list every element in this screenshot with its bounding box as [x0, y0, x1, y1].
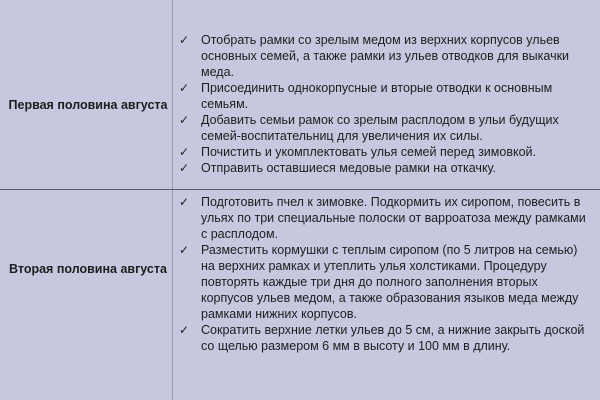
list-item [173, 112, 600, 144]
task-text: Отобрать рамки со зрелым медом из верхних корпусов ульев основных семей, а также рамки из ульев отводков для выкачки меда. [201, 33, 570, 79]
list-item [173, 322, 600, 354]
checkmark-icon: ✓ [179, 113, 190, 127]
list-item [173, 144, 600, 160]
list-item [173, 160, 600, 176]
checkmark-icon: ✓ [179, 161, 190, 175]
table-row [0, 0, 600, 190]
period-cell: Первая половина августа [8, 98, 168, 112]
task-list [173, 190, 600, 400]
list-item [173, 194, 600, 242]
checkmark-icon: ✓ [179, 33, 190, 47]
task-text: Сократить верхние летки ульев до 5 см, а нижние закрыть доской со щелью размером 6 мм в высоту и 100 мм в длину. [201, 323, 585, 353]
checkmark-icon: ✓ [179, 145, 190, 159]
period-cell: Вторая половина августа [9, 262, 167, 276]
task-text: Подготовить пчел к зимовке. Подкормить их сиропом, повесить в ульях по три специальные полоски от варроатоза между рамками с расплодом. [201, 195, 586, 241]
list-item [173, 242, 600, 322]
task-text: Отправить оставшиеся медовые рамки на откачку. [201, 161, 497, 175]
list-item [173, 80, 600, 112]
task-text: Присоединить однокорпусные и вторые отводки к основным семьям. [201, 81, 553, 111]
task-text: Почистить и укомплектовать улья семей перед зимовкой. [201, 145, 536, 159]
task-text: Разместить кормушки с теплым сиропом (по 5 литров на семью) на верхних рамках и утеплить улья холстиками. Процедуру повторять каждые три дня до полного заполнения вторых корпусов ульев медом, а также образования языков меда между рамками нижних корпусов. [201, 243, 579, 321]
task-list [173, 0, 600, 190]
task-text: Добавить семьи рамок со зрелым расплодом в ульи будущих семей-воспитательниц для увеличения их силы. [201, 113, 559, 143]
table-row [0, 190, 600, 400]
checkmark-icon: ✓ [179, 195, 190, 209]
checkmark-icon: ✓ [179, 323, 190, 337]
checkmark-icon: ✓ [179, 81, 190, 95]
checkmark-icon: ✓ [179, 243, 190, 257]
list-item [173, 32, 600, 80]
